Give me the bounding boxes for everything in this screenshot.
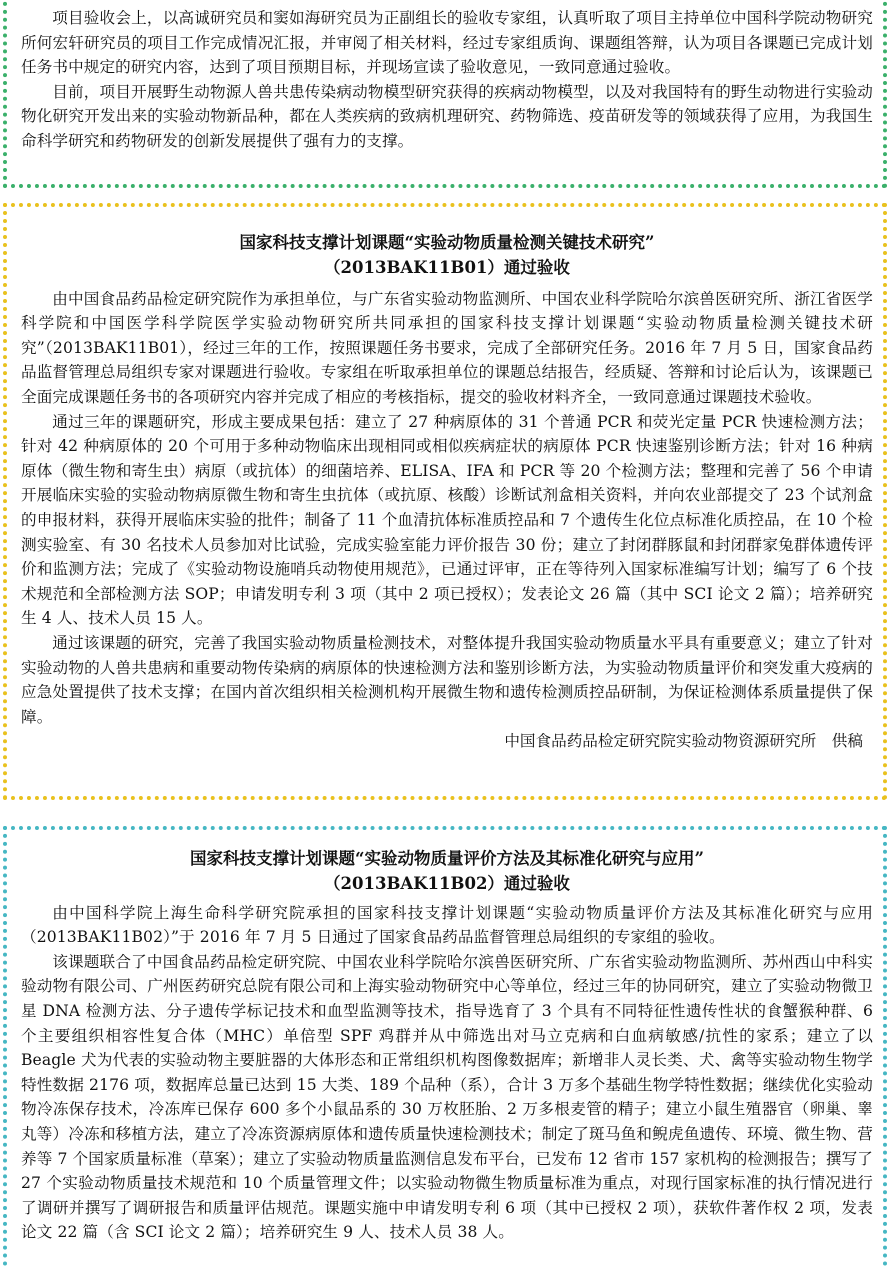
article-title-line-1: 国家科技支撑计划课题“实验动物质量评价方法及其标准化研究与应用” bbox=[190, 849, 704, 868]
article-box-2013BAK11B02 bbox=[3, 826, 887, 1266]
paragraph: 由中国食品药品检定研究院作为承担单位，与广东省实验动物监测所、中国农业科学院哈尔滨兽医研究所、浙江省医学科学院和中国医学科学院医学实验动物研究所共同承担的国家科技支撑计划课题“实验动物质量检测关键技术研究”（2013BAK11B01），经过三年的工作，按照课题任务书要求，完成了全部研究任务。2016 年 7 月 5 日，国家食品药品监督管理总局组织专家对课题进行验收。专家组在听取承担单位的课题总结报告，经质疑、答辩和讨论后认为，该课题已全面完成课题任务书的各项研究内容并完成了相应的考核指标，提交的验收材料齐全，一致同意通过课题技术验收。 bbox=[21, 289, 873, 406]
paragraph: 通过三年的课题研究，形成主要成果包括：建立了 27 种病原体的 31 个普通 PCR 和荧光定量 PCR 快速检测方法；针对 42 种病原体的 20 个可用于多种动物临床出现相同或相似疾病症状的病原体 PCR 快速鉴别诊断方法；针对 16 种病原体（微生物和寄生虫）病原（或抗体）的细菌培养、ELISA、IFA 和 PCR 等 20 个检测方法；整理和完善了 56 个申请开展临床实验的实验动物病原微生物和寄生虫抗体（或抗原、核酸）诊断试剂盒相关资料，并向农业部提交了 23 个试剂盒的申报材料，获得开展临床实验的批件；制备了 11 个血清抗体标准质控品和 7 个遗传生化位点标准化质控品，在 10 个检测实验室、有 30 名技术人员参加对比试验，完成实验室能力评价报告 30 份；建立了封闭群豚鼠和封闭群家兔群体遗传评价和监测方法；完成了《实验动物设施哨兵动物使用规范》，已通过评审，正在等待列入国家标准编写计划；编写了 6 个技术规范和全部检测方法 SOP；申请发明专利 3 项（其中 2 项已授权）；发表论文 26 篇（其中 SCI 论文 2 篇）；培养研究生 4 人、技术人员 15 人。 bbox=[21, 412, 873, 628]
article-title-line-2: （2013BAK11B01）通过验收 bbox=[324, 257, 570, 277]
article-title bbox=[21, 847, 873, 897]
article-title-line-2: （2013BAK11B02）通过验收 bbox=[324, 873, 570, 893]
article-title-line-1: 国家科技支撑计划课题“实验动物质量检测关键技术研究” bbox=[239, 233, 655, 252]
article-title bbox=[21, 231, 873, 281]
paragraph: 该课题联合了中国食品药品检定研究院、中国农业科学院哈尔滨兽医研究所、广东省实验动物监测所、苏州西山中科实验动物有限公司、广州医药研究总院有限公司和上海实验动物研究中心等单位，经过三年的协同研究，建立了实验动物微卫星 DNA 检测方法、分子遗传学标记技术和血型监测等技术，指导选育了 3 个具有不同特征性遗传性状的食蟹猴种群、6 个主要组织相容性复合体（MHC）单倍型 SPF 鸡群并从中筛选出对马立克病和白血病敏感/抗性的家系；建立了以 Beagle 犬为代表的实验动物主要脏器的大体形态和正常组织机构图像数据库；新增非人灵长类、犬、禽等实验动物生物学特性数据 2176 项，数据库总量已达到 15 大类、189 个品种（系），合计 3 万多个基础生物学特性数据；继续优化实验动物冷冻保存技术，冷冻库已保存 600 多个小鼠品系的 30 万枚胚胎、2 万多根麦管的精子；建立小鼠生殖器官（卵巢、睾丸等）冷冻和移植方法，建立了冷冻资源病原体和遗传质量快速检测技术；制定了斑马鱼和鲵虎鱼遗传、环境、微生物、营养等 7 个国家质量标准（草案）；建立了实验动物质量监测信息发布平台，已发布 12 省市 157 家机构的检测报告；撰写了 27 个实验动物质量技术规范和 10 个质量管理文件；以实验动物微生物质量标准为重点，对现行国家标准的执行情况进行了调研并撰写了调研报告和质量评估规范。课题实施中申请发明专利 6 项（其中已授权 2 项），获软件著作权 2 项，发表论文 22 篇（含 SCI 论文 2 篇）；培养研究生 9 人、技术人员 38 人。 bbox=[21, 952, 873, 1242]
paragraph: 由中国科学院上海生命科学研究院承担的国家科技支撑计划课题“实验动物质量评价方法及其标准化研究与应用（2013BAK11B02）”于 2016 年 7 月 5 日通过了国家食品药品监督管理总局组织的专家组的验收。 bbox=[21, 903, 873, 947]
article-credit: 中国食品药品检定研究院实验动物资源研究所 供稿 bbox=[504, 732, 863, 751]
paragraph: 项目验收会上，以高诚研究员和窦如海研究员为正副组长的验收专家组，认真听取了项目主持单位中国科学院动物研究所何宏轩研究员的项目工作完成情况汇报，并审阅了相关材料，经过专家组质询、课题组答辩，认为项目各课题已完成计划任务书中规定的研究内容，达到了项目预期目标，并现场宣读了验收意见，一致同意通过验收。 bbox=[21, 9, 873, 77]
paragraph: 通过该课题的研究，完善了我国实验动物质量检测技术，对整体提升我国实验动物质量水平具有重要意义；建立了针对实验动物的人兽共患病和重要动物传染病的病原体的快速检测方法和鉴别诊断方法，为实验动物质量评价和突发重大疫病的应急处置提供了技术支撑；在国内首次组织相关检测机构开展微生物和遗传检测质控品研制，为保证检测体系质量提供了保障。 bbox=[21, 633, 873, 726]
paragraph: 目前，项目开展野生动物源人兽共患传染病动物模型研究获得的疾病动物模型，以及对我国特有的野生动物进行实验动物化研究开发出来的实验动物新品种，都在人类疾病的致病机理研究、药物筛选、疫苗研发等的领域获得了应用，为我国生命科学研究和药物研发的创新发展提供了强有力的支撑。 bbox=[21, 82, 873, 150]
article-box-2013BAK11B01 bbox=[3, 203, 887, 800]
article-continuation-box bbox=[3, 0, 887, 188]
